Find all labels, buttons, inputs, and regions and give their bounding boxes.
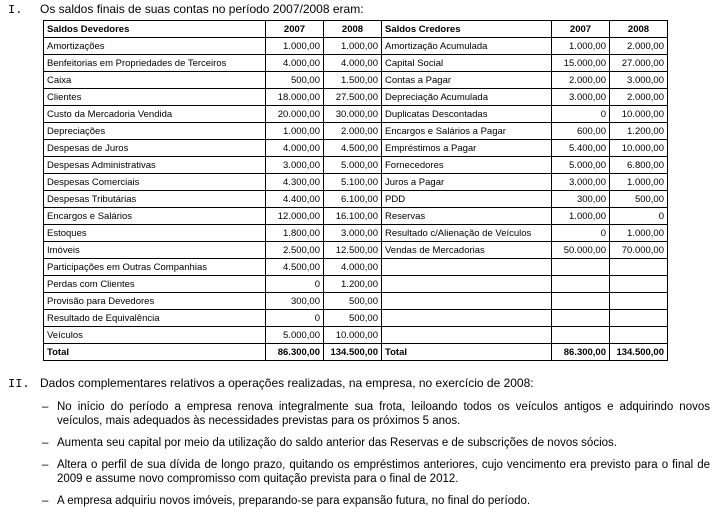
credit-2008-cell [610, 293, 668, 310]
table-row [44, 89, 668, 106]
section-2-number: II. [8, 377, 30, 391]
table-row [44, 242, 668, 259]
debit-2007-cell: 2.500,00 [266, 242, 324, 259]
debit-2008-cell: 500,00 [324, 310, 382, 327]
debit-2007-cell: 4.500,00 [266, 259, 324, 276]
credit-2007-cell: 0 [552, 106, 610, 123]
debit-2007-cell: 1.000,00 [266, 123, 324, 140]
debit-2007-cell: 12.000,00 [266, 208, 324, 225]
credit-2007-cell: 15.000,00 [552, 55, 610, 72]
table-row [44, 55, 668, 72]
section-2-text: Dados complementares relativos a operações realizadas, na empresa, no exercício de 2008: [40, 376, 534, 390]
credit-2008-cell: 1.200,00 [610, 123, 668, 140]
table-row [44, 327, 668, 344]
debit-2007-cell: 4.000,00 [266, 140, 324, 157]
debit-2007-cell: 3.000,00 [266, 157, 324, 174]
complementary-data-list [42, 400, 710, 516]
credit-2007-cell: 600,00 [552, 123, 610, 140]
credit-2008-cell: 500,00 [610, 191, 668, 208]
credit-2008-cell [610, 310, 668, 327]
debit-2007-cell: 0 [266, 310, 324, 327]
credit-2008-cell: 1.000,00 [610, 225, 668, 242]
debit-2007-cell: 1.000,00 [266, 38, 324, 55]
debit-2008-cell: 1.000,00 [324, 38, 382, 55]
table-row [44, 72, 668, 89]
debit-account-cell: Caixa [44, 72, 266, 89]
header-credit-balances: Saldos Credores [382, 21, 552, 38]
table-row [44, 123, 668, 140]
credit-2007-cell: 3.000,00 [552, 89, 610, 106]
dash-bullet: – [42, 495, 49, 507]
total-debit-account-cell: Total [44, 344, 266, 361]
debit-2008-cell: 30.000,00 [324, 106, 382, 123]
debit-2007-cell: 4.000,00 [266, 55, 324, 72]
credit-account-cell: Depreciação Acumulada [382, 89, 552, 106]
debit-account-cell: Encargos e Salários [44, 208, 266, 225]
debit-2007-cell: 20.000,00 [266, 106, 324, 123]
list-item [42, 400, 710, 428]
debit-2007-cell: 1.800,00 [266, 225, 324, 242]
list-item [42, 458, 710, 486]
debit-account-cell: Perdas com Clientes [44, 276, 266, 293]
section-1-heading [8, 2, 364, 17]
credit-account-cell: Contas a Pagar [382, 72, 552, 89]
debit-account-cell: Custo da Mercadoria Vendida [44, 106, 266, 123]
credit-account-cell [382, 259, 552, 276]
credit-2007-cell: 3.000,00 [552, 174, 610, 191]
debit-2008-cell: 4.000,00 [324, 55, 382, 72]
debit-account-cell: Amortizações [44, 38, 266, 55]
credit-account-cell: Capital Social [382, 55, 552, 72]
debit-2007-cell: 500,00 [266, 72, 324, 89]
dash-bullet: – [42, 459, 49, 471]
credit-2008-cell [610, 259, 668, 276]
list-item-text: Altera o perfil de sua dívida de longo prazo, quitando os empréstimos anteriores, cujo vencimento era previsto para o final de 2009 e assume novo compromisso com quitação prevista para o final de 2012. [57, 459, 710, 485]
credit-2007-cell [552, 327, 610, 344]
debit-2008-cell: 10.000,00 [324, 327, 382, 344]
header-credit-2008: 2008 [610, 21, 668, 38]
debit-account-cell: Veículos [44, 327, 266, 344]
credit-account-cell: Empréstimos a Pagar [382, 140, 552, 157]
debit-2008-cell: 5.100,00 [324, 174, 382, 191]
debit-account-cell: Participações em Outras Companhias [44, 259, 266, 276]
debit-2008-cell: 500,00 [324, 293, 382, 310]
table-row [44, 106, 668, 123]
credit-2007-cell: 5.400,00 [552, 140, 610, 157]
credit-account-cell [382, 276, 552, 293]
section-1-number: I. [8, 3, 23, 17]
debit-2008-cell: 4.500,00 [324, 140, 382, 157]
dash-bullet: – [42, 437, 49, 449]
total-debit-2008-cell: 134.500,00 [324, 344, 382, 361]
credit-2007-cell: 300,00 [552, 191, 610, 208]
credit-2007-cell: 1.000,00 [552, 38, 610, 55]
debit-account-cell: Provisão para Devedores [44, 293, 266, 310]
table-row [44, 191, 668, 208]
credit-2007-cell [552, 293, 610, 310]
debit-account-cell: Despesas Tributárias [44, 191, 266, 208]
debit-account-cell: Clientes [44, 89, 266, 106]
credit-2007-cell: 5.000,00 [552, 157, 610, 174]
table-row [44, 38, 668, 55]
debit-account-cell: Benfeitorias em Propriedades de Terceiros [44, 55, 266, 72]
credit-account-cell: Encargos e Salários a Pagar [382, 123, 552, 140]
credit-account-cell: Vendas de Mercadorias [382, 242, 552, 259]
debit-2007-cell: 4.400,00 [266, 191, 324, 208]
credit-2007-cell: 2.000,00 [552, 72, 610, 89]
list-item-text: A empresa adquiriu novos imóveis, preparando-se para expansão futura, no final do período. [57, 495, 531, 507]
table-row [44, 293, 668, 310]
table-row [44, 208, 668, 225]
balances-table [43, 20, 668, 361]
credit-2008-cell: 3.000,00 [610, 72, 668, 89]
debit-2008-cell: 12.500,00 [324, 242, 382, 259]
total-credit-account-cell: Total [382, 344, 552, 361]
credit-2008-cell [610, 276, 668, 293]
credit-2008-cell: 10.000,00 [610, 106, 668, 123]
table-header-row [44, 21, 668, 38]
table-row [44, 259, 668, 276]
header-debit-balances: Saldos Devedores [44, 21, 266, 38]
header-credit-2007: 2007 [552, 21, 610, 38]
debit-2008-cell: 6.100,00 [324, 191, 382, 208]
credit-2008-cell: 70.000,00 [610, 242, 668, 259]
table-total-row [44, 344, 668, 361]
debit-account-cell: Despesas Comerciais [44, 174, 266, 191]
credit-account-cell: Reservas [382, 208, 552, 225]
debit-2008-cell: 2.000,00 [324, 123, 382, 140]
debit-2007-cell: 0 [266, 276, 324, 293]
debit-account-cell: Estoques [44, 225, 266, 242]
dash-bullet: – [42, 401, 49, 413]
table-row [44, 276, 668, 293]
header-debit-2008: 2008 [324, 21, 382, 38]
debit-2007-cell: 300,00 [266, 293, 324, 310]
debit-2007-cell: 18.000,00 [266, 89, 324, 106]
section-2-heading [8, 376, 534, 391]
credit-2007-cell [552, 310, 610, 327]
table-row [44, 174, 668, 191]
debit-2008-cell: 1.500,00 [324, 72, 382, 89]
table-row [44, 225, 668, 242]
credit-2008-cell: 6.800,00 [610, 157, 668, 174]
total-credit-2007-cell: 86.300,00 [552, 344, 610, 361]
list-item [42, 494, 710, 508]
debit-2008-cell: 1.200,00 [324, 276, 382, 293]
credit-2007-cell: 1.000,00 [552, 208, 610, 225]
credit-2008-cell: 0 [610, 208, 668, 225]
header-debit-2007: 2007 [266, 21, 324, 38]
credit-2008-cell [610, 327, 668, 344]
credit-account-cell: Duplicatas Descontadas [382, 106, 552, 123]
table-row [44, 157, 668, 174]
credit-2008-cell: 2.000,00 [610, 89, 668, 106]
list-item [42, 436, 710, 450]
debit-2008-cell: 3.000,00 [324, 225, 382, 242]
table-row [44, 310, 668, 327]
credit-account-cell [382, 293, 552, 310]
credit-account-cell [382, 310, 552, 327]
table-body [44, 38, 668, 361]
credit-account-cell: Amortização Acumulada [382, 38, 552, 55]
total-credit-2008-cell: 134.500,00 [610, 344, 668, 361]
credit-2007-cell [552, 259, 610, 276]
credit-account-cell: PDD [382, 191, 552, 208]
credit-2007-cell [552, 276, 610, 293]
debit-2008-cell: 27.500,00 [324, 89, 382, 106]
debit-2007-cell: 5.000,00 [266, 327, 324, 344]
credit-account-cell: Fornecedores [382, 157, 552, 174]
list-item-text: No início do período a empresa renova integralmente sua frota, leiloando todos os veículos antigos e adquirindo novos veículos, mais adequados às necessidades previstas para os próximos 5 anos. [57, 401, 710, 427]
list-item-text: Aumenta seu capital por meio da utilização do saldo anterior das Reservas e de subscrições de novos sócios. [57, 437, 617, 449]
debit-account-cell: Depreciações [44, 123, 266, 140]
debit-2008-cell: 16.100,00 [324, 208, 382, 225]
debit-2007-cell: 4.300,00 [266, 174, 324, 191]
debit-account-cell: Resultado de Equivalência [44, 310, 266, 327]
credit-account-cell: Juros a Pagar [382, 174, 552, 191]
total-debit-2007-cell: 86.300,00 [266, 344, 324, 361]
credit-2008-cell: 2.000,00 [610, 38, 668, 55]
credit-2008-cell: 27.000,00 [610, 55, 668, 72]
credit-account-cell [382, 327, 552, 344]
table-row [44, 140, 668, 157]
debit-account-cell: Despesas Administrativas [44, 157, 266, 174]
credit-2008-cell: 10.000,00 [610, 140, 668, 157]
debit-2008-cell: 5.000,00 [324, 157, 382, 174]
section-1-text: Os saldos finais de suas contas no período 2007/2008 eram: [40, 2, 364, 16]
credit-2007-cell: 50.000,00 [552, 242, 610, 259]
credit-account-cell: Resultado c/Alienação de Veículos [382, 225, 552, 242]
debit-account-cell: Imóveis [44, 242, 266, 259]
credit-2008-cell: 1.000,00 [610, 174, 668, 191]
debit-account-cell: Despesas de Juros [44, 140, 266, 157]
credit-2007-cell: 0 [552, 225, 610, 242]
debit-2008-cell: 4.000,00 [324, 259, 382, 276]
